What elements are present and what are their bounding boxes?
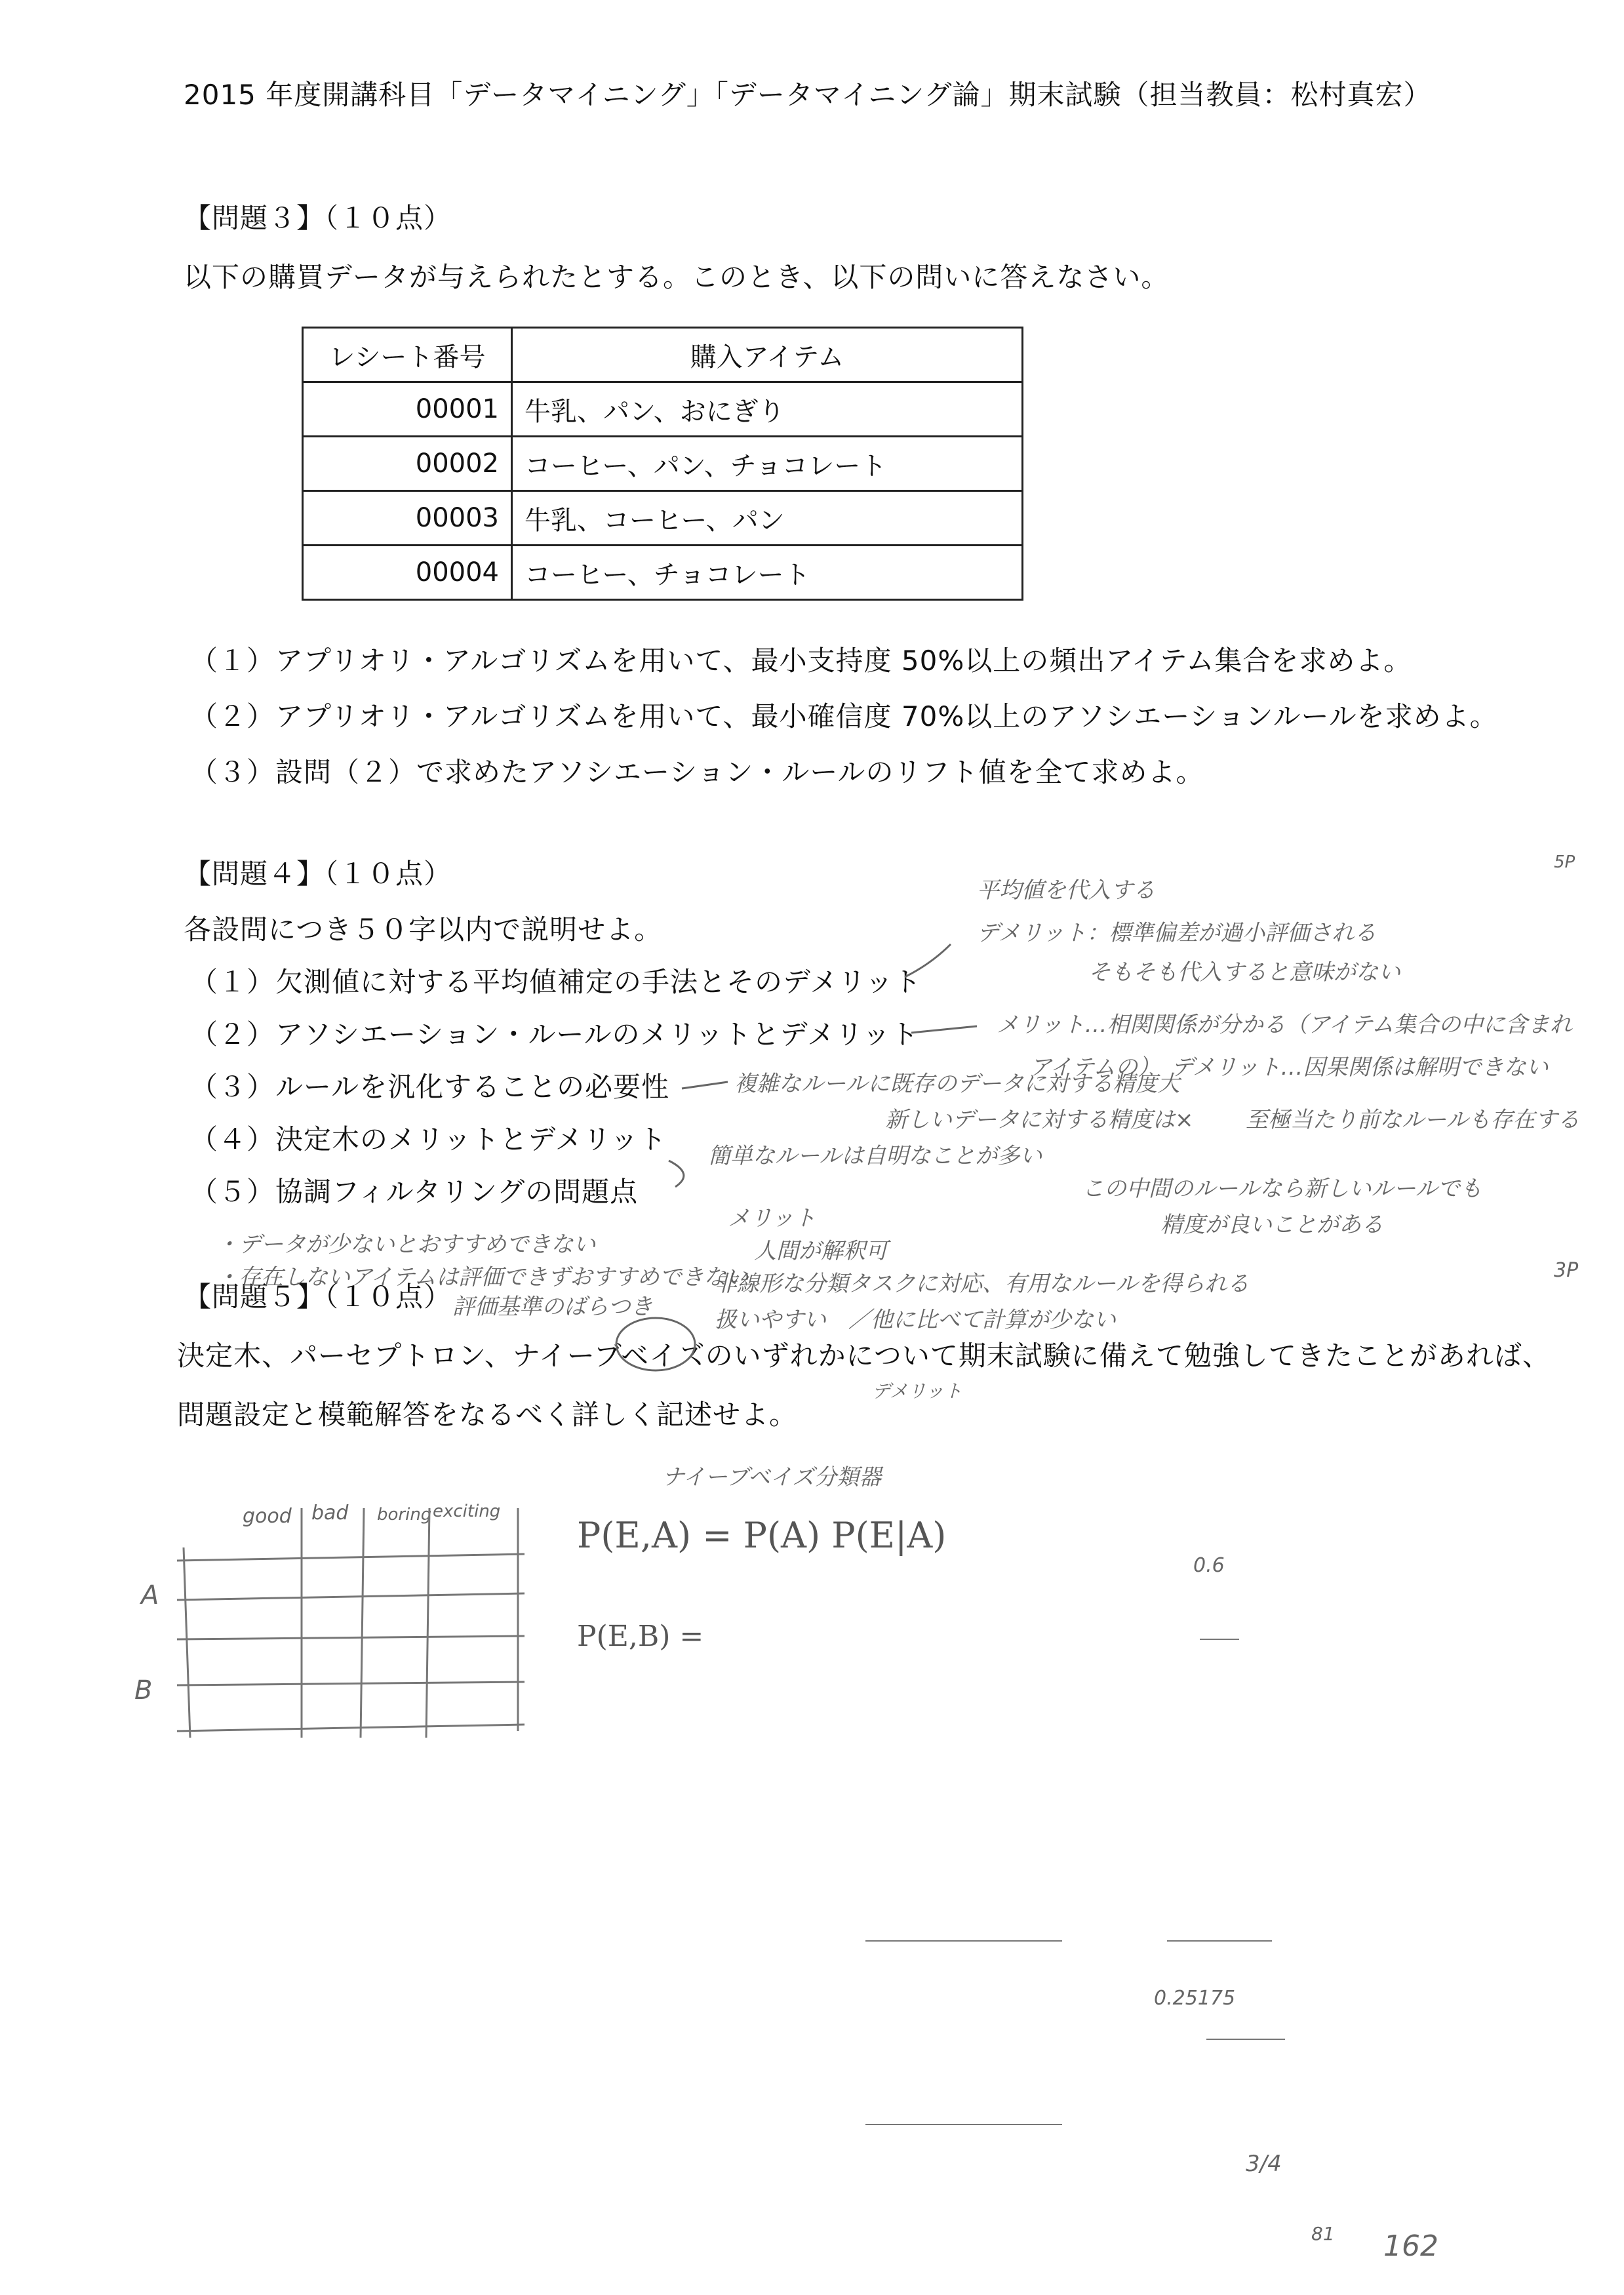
purchased-items: 牛乳、コーヒー、パン [512, 491, 1023, 546]
handwritten-answer-q4-1: 平均値を代入する [977, 877, 1155, 904]
handwritten-answer-q4-2: メリット…相関関係が分かる（アイテム集合の中に含まれ [997, 1012, 1572, 1038]
question-number: （２） [190, 1018, 275, 1050]
question-number: （３） [190, 1071, 275, 1103]
handwritten-answer-q4-5: 評価基準のばらつき [452, 1294, 653, 1320]
handwritten-answer-q4-1: デメリット：標準偏差が過小評価される [977, 920, 1377, 946]
handwritten-answer-q4-3: 複雑なルールに既存のデータに対する精度大 [734, 1071, 1180, 1097]
handwritten-calc: 0.6 [1193, 1554, 1225, 1577]
sketch-col-label: exciting [433, 1502, 501, 1521]
handwritten-answer-q4-3: 至極当たり前なルールも存在する [1246, 1107, 1580, 1133]
sketch-grid [177, 1508, 525, 1738]
handwritten-answer-q4-5: ・存在しないアイテムは評価できずおすすめできない [216, 1264, 749, 1290]
handwritten-answer-q4-3: 精度が良いことがある [1160, 1212, 1383, 1238]
handwritten-fractions [865, 1639, 1285, 2125]
handwritten-nb-title: ナイーブベイズ分類器 [662, 1464, 882, 1490]
receipt-id: 00001 [303, 382, 512, 437]
question-text: ルールを汎化することの必要性 [275, 1071, 670, 1103]
col-receipt-header: レシート番号 [303, 328, 512, 382]
purchased-items: コーヒー、チョコレート [512, 546, 1023, 600]
question-text: 協調フィルタリングの問題点 [275, 1176, 639, 1208]
purchased-items: コーヒー、パン、チョコレート [512, 437, 1023, 491]
handwritten-score: 162 [1383, 2229, 1438, 2263]
question-number: （５） [190, 1176, 275, 1208]
receipt-id: 00004 [303, 546, 512, 600]
question-text: アプリオリ・アルゴリズムを用いて、最小確信度 70%以上のアソシエーションルールを求めよ。 [275, 700, 1498, 732]
handwritten-calc: 0.25175 [1154, 1987, 1236, 2010]
handwritten-answer-q4-3: 新しいデータに対する精度は× [885, 1107, 1194, 1133]
sketch-row-label: A [141, 1580, 159, 1610]
handwritten-merit-label: メリット [728, 1205, 816, 1231]
question-text: 設問（２）で求めたアソシエーション・ルールのリフト値を全て求めよ。 [275, 756, 1204, 788]
handwritten-answer-q4-5: ・データが少ないとおすすめできない [216, 1231, 596, 1258]
sketch-col-label: bad [311, 1502, 349, 1525]
q5-title: 【問題５】（１０点） [184, 1281, 452, 1313]
col-items-header: 購入アイテム [512, 328, 1023, 382]
handwritten-formula-2: P(E,B) = [577, 1620, 704, 1653]
question-number: （２） [190, 700, 275, 732]
question-number: （３） [190, 756, 275, 788]
handwritten-formula-1: P(E,A) = P(A) P(E|A) [577, 1515, 947, 1556]
q3-title: 【問題３】（１０点） [184, 202, 452, 234]
question-text: 決定木のメリットとデメリット [275, 1123, 667, 1155]
sketch-col-label: boring [377, 1505, 432, 1525]
exam-header: 2015 年度開講科目「データマイニング」「データマイニング論」期末試験（担当教員：松村真宏） [184, 79, 1432, 111]
purchased-items: 牛乳、パン、おにぎり [512, 382, 1023, 437]
question-text: アソシエーション・ルールのメリットとデメリット [275, 1018, 919, 1050]
handwritten-mark: 5P [1554, 852, 1575, 872]
q5-line-2: 問題設定と模範解答をなるべく詳しく記述せよ。 [177, 1399, 798, 1431]
q4-intro: 各設問につき５０字以内で説明せよ。 [184, 913, 663, 946]
handwritten-answer-q4-3: 簡単なルールは自明なことが多い [708, 1143, 1042, 1169]
handwritten-mark: 3P [1554, 1259, 1579, 1282]
handwritten-answer-q4-4: 非線形な分類タスクに対応、有用なルールを得られる [715, 1271, 1250, 1297]
handwritten-answer-q4-4: 扱いやすい ／他に比べて計算が少ない [715, 1307, 1116, 1333]
handwritten-calc: 3/4 [1246, 2151, 1282, 2177]
q4-title: 【問題４】（１０点） [184, 858, 452, 890]
receipt-id: 00003 [303, 491, 512, 546]
handwritten-answer-q4-4: 人間が解釈可 [754, 1238, 888, 1264]
q5-line-1: 決定木、パーセプトロン、ナイーブベイズのいずれかについて期末試験に備えて勉強してきたことがあれば、 [177, 1340, 1551, 1372]
q3-intro: 以下の購買データが与えられたとする。このとき、以下の問いに答えなさい。 [184, 261, 1170, 293]
question-number: （１） [190, 966, 275, 998]
handwritten-demerit-label: デメリット [872, 1380, 962, 1402]
sketch-col-label: good [243, 1505, 292, 1528]
handwritten-answer-q4-3: この中間のルールなら新しいルールでも [1082, 1176, 1482, 1202]
handwritten-score-prefix: 81 [1311, 2223, 1335, 2245]
annotation-arrows [616, 944, 977, 1370]
handwritten-answer-q4-1: そもそも代入すると意味がない [1088, 959, 1400, 986]
handwritten-answer-q4-2: アイテムの） デメリット…因果関係は解明できない [1029, 1054, 1549, 1081]
question-text: 欠測値に対する平均値補定の手法とそのデメリット [275, 966, 922, 998]
question-text: アプリオリ・アルゴリズムを用いて、最小支持度 50%以上の頻出アイテム集合を求めよ。 [275, 645, 1412, 677]
question-number: （１） [190, 645, 275, 677]
question-number: （４） [190, 1123, 275, 1155]
sketch-row-label: B [134, 1675, 153, 1706]
receipt-id: 00002 [303, 437, 512, 491]
